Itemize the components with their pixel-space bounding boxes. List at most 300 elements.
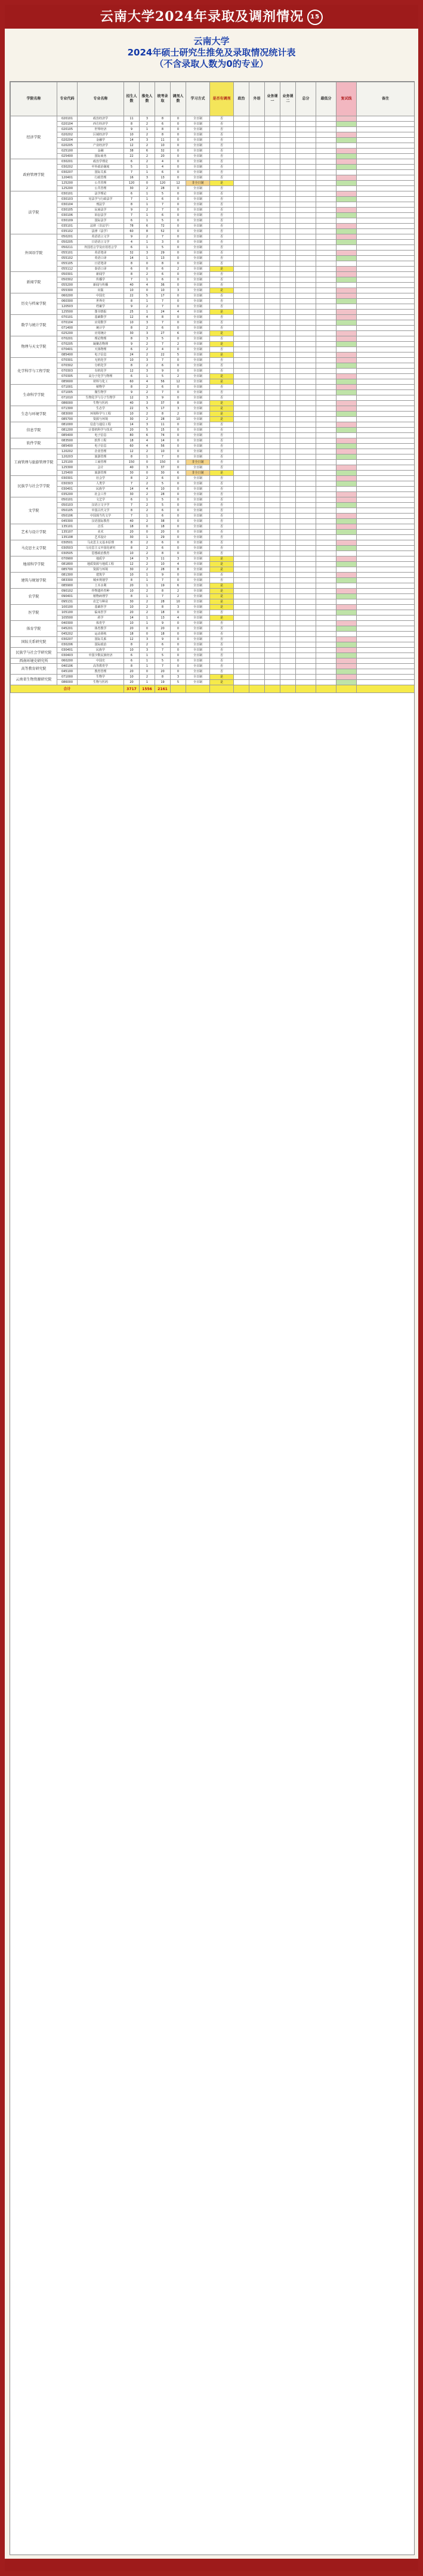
score-cell (265, 342, 280, 347)
table-cell: 8 (124, 642, 140, 648)
table-cell: 0 (171, 573, 186, 578)
score-cell (249, 530, 265, 535)
score-cell (296, 481, 316, 487)
table-cell: 20 (124, 428, 140, 433)
table-cell: 否 (210, 449, 234, 454)
score-cell (280, 428, 296, 433)
score-cell (316, 229, 336, 234)
table-cell: 081800 (57, 562, 78, 567)
table-row (11, 234, 415, 240)
table-cell: 8 (124, 546, 140, 551)
table-cell: 全日制 (186, 229, 210, 234)
score-cell (296, 503, 316, 508)
table-cell: 086000 (57, 680, 78, 685)
score-cell (296, 170, 316, 175)
table-cell: 10 (155, 487, 171, 492)
table-cell: 28 (155, 567, 171, 573)
table-cell: 2 (140, 476, 155, 481)
score-cell (357, 540, 415, 546)
table-cell: 12 (171, 181, 186, 186)
table-cell: 9 (155, 369, 171, 374)
table-row (11, 519, 415, 524)
table-cell: 5 (140, 406, 155, 412)
score-cell (316, 594, 336, 599)
table-cell: 应用数学 (78, 320, 124, 326)
score-cell (316, 326, 336, 331)
score-cell (249, 336, 265, 342)
table-cell: 否 (210, 208, 234, 213)
table-cell: 030105 (57, 208, 78, 213)
table-cell: 6 (171, 583, 186, 589)
table-cell: 1 (140, 573, 155, 578)
score-cell (280, 132, 296, 138)
score-cell (296, 127, 316, 132)
score-cell (249, 465, 265, 471)
table-cell: 2 (140, 562, 155, 567)
table-cell: 4 (140, 438, 155, 444)
score-cell (234, 358, 249, 363)
score-cell (234, 454, 249, 460)
college-name-cell: 艺术与设计学院 (11, 524, 57, 540)
table-cell: 基础数学 (78, 315, 124, 320)
table-cell: 全日制 (186, 310, 210, 315)
table-cell: 中国史 (78, 293, 124, 299)
table-cell: 0 (171, 610, 186, 616)
score-cell (316, 122, 336, 127)
table-cell: 030505 (57, 551, 78, 556)
score-cell (357, 197, 415, 202)
table-cell: 071000 (57, 675, 78, 680)
table-cell: 全日制 (186, 379, 210, 385)
table-cell: 否 (210, 573, 234, 578)
score-cell (234, 465, 249, 471)
table-cell: 全日制 (186, 653, 210, 658)
score-cell (336, 320, 357, 326)
table-cell: 2 (140, 347, 155, 352)
score-cell (280, 186, 296, 191)
score-cell (234, 283, 249, 288)
score-cell (336, 497, 357, 503)
score-cell (265, 213, 280, 218)
score-cell (296, 680, 316, 685)
score-cell (296, 438, 316, 444)
table-cell: 085400 (57, 352, 78, 358)
score-cell (265, 664, 280, 669)
score-cell (296, 181, 316, 186)
table-cell: 全日制 (186, 159, 210, 165)
score-cell (280, 664, 296, 669)
score-cell (234, 224, 249, 229)
table-cell: 14 (155, 438, 171, 444)
column-header: 复试线 (336, 82, 357, 116)
score-cell (234, 154, 249, 159)
college-name-cell: 民族学与社会学学院 (11, 476, 57, 497)
total-empty-cell (210, 685, 234, 693)
table-cell: 12 (124, 395, 140, 401)
table-cell: 全日制 (186, 540, 210, 546)
table-cell: 0 (171, 369, 186, 374)
table-cell: 有机化学 (78, 369, 124, 374)
score-cell (234, 664, 249, 669)
table-cell: 0 (171, 251, 186, 256)
table-row (11, 599, 415, 605)
score-cell (357, 675, 415, 680)
table-cell: 全日制 (186, 454, 210, 460)
table-cell: 全日制 (186, 186, 210, 191)
score-cell (296, 159, 316, 165)
table-cell: 全日制 (186, 395, 210, 401)
table-cell: 理论物理 (78, 336, 124, 342)
score-cell (296, 331, 316, 336)
score-cell (336, 514, 357, 519)
score-cell (249, 251, 265, 256)
score-cell (249, 551, 265, 556)
table-cell: 全日制 (186, 149, 210, 154)
table-cell: 3 (140, 336, 155, 342)
score-cell (357, 605, 415, 610)
score-cell (234, 519, 249, 524)
score-cell (265, 202, 280, 208)
score-cell (265, 471, 280, 476)
score-cell (265, 417, 280, 422)
score-cell (357, 599, 415, 605)
table-cell: 20 (124, 610, 140, 616)
column-header: 备注 (357, 82, 415, 116)
table-cell: 全日制 (186, 406, 210, 412)
table-cell: 全日制 (186, 658, 210, 664)
table-row (11, 535, 415, 540)
score-cell (249, 428, 265, 433)
table-cell: 否 (210, 438, 234, 444)
score-cell (316, 116, 336, 122)
table-cell: 全日制 (186, 363, 210, 369)
table-cell: 否 (210, 546, 234, 551)
score-cell (316, 492, 336, 497)
score-cell (234, 444, 249, 449)
score-cell (280, 471, 296, 476)
score-cell (357, 165, 415, 170)
table-cell: 10 (124, 675, 140, 680)
score-cell (316, 503, 336, 508)
table-cell: 071010 (57, 395, 78, 401)
table-cell: 10 (155, 143, 171, 149)
score-cell (316, 401, 336, 406)
table-row (11, 449, 415, 454)
table-cell: 6 (124, 653, 140, 658)
table-cell: 全日制 (186, 385, 210, 390)
score-cell (316, 202, 336, 208)
table-cell: 071001 (57, 385, 78, 390)
score-cell (296, 589, 316, 594)
score-cell (234, 267, 249, 272)
score-cell (296, 347, 316, 352)
table-cell: 全日制 (186, 116, 210, 122)
score-cell (234, 428, 249, 433)
table-row (11, 208, 415, 213)
table-cell: 0 (171, 465, 186, 471)
college-name-cell: 物理与天文学院 (11, 336, 57, 358)
score-cell (336, 277, 357, 283)
table-cell: 52 (155, 229, 171, 234)
table-cell: 0 (171, 508, 186, 514)
score-cell (336, 385, 357, 390)
table-cell: 2 (140, 492, 155, 497)
table-cell: 0 (171, 578, 186, 583)
score-cell (234, 476, 249, 481)
table-cell: 12 (124, 315, 140, 320)
score-cell (280, 379, 296, 385)
column-header: 业务课一 (265, 82, 280, 116)
score-cell (265, 669, 280, 675)
score-cell (234, 417, 249, 422)
table-cell: 是 (210, 471, 234, 476)
table-cell: 32 (155, 149, 171, 154)
table-cell: 否 (210, 524, 234, 530)
table-cell: 125500 (57, 310, 78, 315)
score-cell (249, 578, 265, 583)
table-cell: 14 (124, 256, 140, 261)
table-row (11, 165, 415, 170)
table-cell: 0 (171, 154, 186, 159)
table-cell: 105500 (57, 616, 78, 621)
score-cell (296, 261, 316, 267)
table-cell: 20 (155, 626, 171, 632)
score-cell (249, 658, 265, 664)
score-cell (357, 567, 415, 573)
table-cell: 0 (171, 315, 186, 320)
score-cell (265, 245, 280, 251)
score-cell (296, 497, 316, 503)
score-cell (280, 272, 296, 277)
table-cell: 中外政治制度 (78, 165, 124, 170)
table-cell: 否 (210, 202, 234, 208)
score-cell (296, 642, 316, 648)
table-cell: 2 (171, 589, 186, 594)
table-cell: 1 (140, 299, 155, 304)
score-cell (265, 256, 280, 261)
score-cell (280, 412, 296, 417)
admission-table-container[interactable] (10, 81, 415, 2555)
score-cell (280, 251, 296, 256)
table-cell: 7 (155, 320, 171, 326)
table-cell: 8 (124, 363, 140, 369)
table-cell: 全日制 (186, 234, 210, 240)
table-cell: 全日制 (186, 487, 210, 492)
table-cell: 8 (171, 401, 186, 406)
score-cell (296, 336, 316, 342)
table-cell: 全日制 (186, 122, 210, 127)
score-cell (280, 653, 296, 658)
table-cell: 人类学 (78, 481, 124, 487)
score-cell (280, 267, 296, 272)
table-cell: 全日制 (186, 283, 210, 288)
table-cell: 2 (171, 594, 186, 599)
score-cell (265, 594, 280, 599)
score-cell (249, 503, 265, 508)
score-cell (234, 471, 249, 476)
score-cell (336, 363, 357, 369)
score-cell (265, 277, 280, 283)
table-cell: 8 (155, 551, 171, 556)
score-cell (296, 465, 316, 471)
table-row (11, 347, 415, 352)
score-cell (249, 261, 265, 267)
table-cell: 6 (124, 218, 140, 224)
table-cell: 文艺学 (78, 497, 124, 503)
table-row (11, 272, 415, 277)
table-row (11, 358, 415, 363)
table-cell: 否 (210, 251, 234, 256)
score-cell (357, 342, 415, 347)
table-cell: 药学 (78, 616, 124, 621)
table-row (11, 546, 415, 551)
table-cell: 2 (140, 417, 155, 422)
table-cell: 否 (210, 540, 234, 546)
table-cell: 中国史 (78, 658, 124, 664)
score-cell (280, 326, 296, 331)
score-cell (316, 331, 336, 336)
table-cell: 20 (124, 680, 140, 685)
table-cell: 030206 (57, 642, 78, 648)
score-cell (296, 417, 316, 422)
table-row (11, 680, 415, 685)
table-cell: 37 (155, 401, 171, 406)
score-cell (249, 632, 265, 637)
table-cell: 3 (171, 288, 186, 293)
table-cell: 8 (124, 664, 140, 669)
table-cell: 全日制 (186, 642, 210, 648)
table-cell: 全日制 (186, 352, 210, 358)
score-cell (280, 374, 296, 379)
table-cell: 0 (171, 159, 186, 165)
table-cell: 电子信息 (78, 433, 124, 438)
score-cell (336, 530, 357, 535)
score-cell (280, 363, 296, 369)
table-cell: 8 (124, 578, 140, 583)
score-cell (265, 331, 280, 336)
table-cell: 8 (171, 567, 186, 573)
table-cell: 否 (210, 632, 234, 637)
score-cell (336, 374, 357, 379)
college-name-cell: 农学院 (11, 589, 57, 605)
table-row (11, 310, 415, 315)
table-cell: 临床医学 (78, 610, 124, 616)
college-name-cell: 体育学院 (11, 621, 57, 637)
table-cell: 10 (171, 599, 186, 605)
table-cell: 10 (155, 449, 171, 454)
table-cell: 2 (171, 342, 186, 347)
score-cell (280, 197, 296, 202)
table-cell: 否 (210, 551, 234, 556)
table-cell: 全日制 (186, 492, 210, 497)
score-cell (296, 471, 316, 476)
score-cell (336, 245, 357, 251)
table-cell: 120 (155, 181, 171, 186)
banner (5, 5, 418, 29)
table-cell: 0 (171, 433, 186, 438)
score-cell (296, 444, 316, 449)
score-cell (316, 562, 336, 567)
score-cell (336, 331, 357, 336)
score-cell (249, 256, 265, 261)
score-cell (265, 336, 280, 342)
score-cell (357, 310, 415, 315)
score-cell (316, 599, 336, 605)
score-cell (316, 476, 336, 481)
score-cell (249, 664, 265, 669)
table-cell: 全日制 (186, 567, 210, 573)
table-cell: 30 (124, 471, 140, 476)
score-cell (316, 567, 336, 573)
college-name-cell: 数学与统计学院 (11, 315, 57, 336)
score-cell (336, 336, 357, 342)
score-cell (357, 465, 415, 471)
score-cell (316, 138, 336, 143)
score-cell (234, 546, 249, 551)
table-cell: 045300 (57, 519, 78, 524)
table-cell: 050105 (57, 508, 78, 514)
table-cell: 否 (210, 283, 234, 288)
score-cell (249, 417, 265, 422)
score-cell (234, 503, 249, 508)
table-cell: 13 (155, 616, 171, 621)
table-cell: 050201 (57, 234, 78, 240)
table-cell: 全日制 (186, 599, 210, 605)
score-cell (296, 299, 316, 304)
table-cell: 产业经济学 (78, 143, 124, 149)
score-cell (249, 642, 265, 648)
table-cell: 旅游管理 (78, 454, 124, 460)
table-cell: 否 (210, 186, 234, 191)
table-cell: 全日制 (186, 213, 210, 218)
table-cell: 5 (155, 191, 171, 197)
table-cell: 西方经济学 (78, 122, 124, 127)
table-cell: 20 (124, 626, 140, 632)
score-cell (357, 546, 415, 551)
table-cell: 0 (171, 283, 186, 288)
table-row (11, 315, 415, 320)
score-cell (357, 283, 415, 288)
score-cell (316, 524, 336, 530)
score-cell (357, 406, 415, 412)
table-cell: 8 (155, 315, 171, 320)
table-cell: 否 (210, 481, 234, 487)
score-cell (280, 503, 296, 508)
table-cell: 3 (140, 465, 155, 471)
score-cell (316, 159, 336, 165)
table-cell: 0 (171, 320, 186, 326)
score-cell (316, 132, 336, 138)
score-cell (296, 224, 316, 229)
table-cell: 行政管理 (78, 175, 124, 181)
score-cell (336, 406, 357, 412)
table-row (11, 395, 415, 401)
table-cell: 5 (155, 336, 171, 342)
score-cell (357, 143, 415, 149)
table-cell: 120 (124, 181, 140, 186)
table-cell: 图书情报 (78, 310, 124, 315)
score-cell (249, 197, 265, 202)
score-cell (249, 476, 265, 481)
score-cell (336, 460, 357, 465)
table-cell: 37 (155, 465, 171, 471)
score-cell (280, 626, 296, 632)
score-cell (265, 288, 280, 293)
table-cell: 6 (155, 476, 171, 481)
table-cell: 4 (140, 315, 155, 320)
score-cell (249, 224, 265, 229)
score-cell (249, 637, 265, 642)
